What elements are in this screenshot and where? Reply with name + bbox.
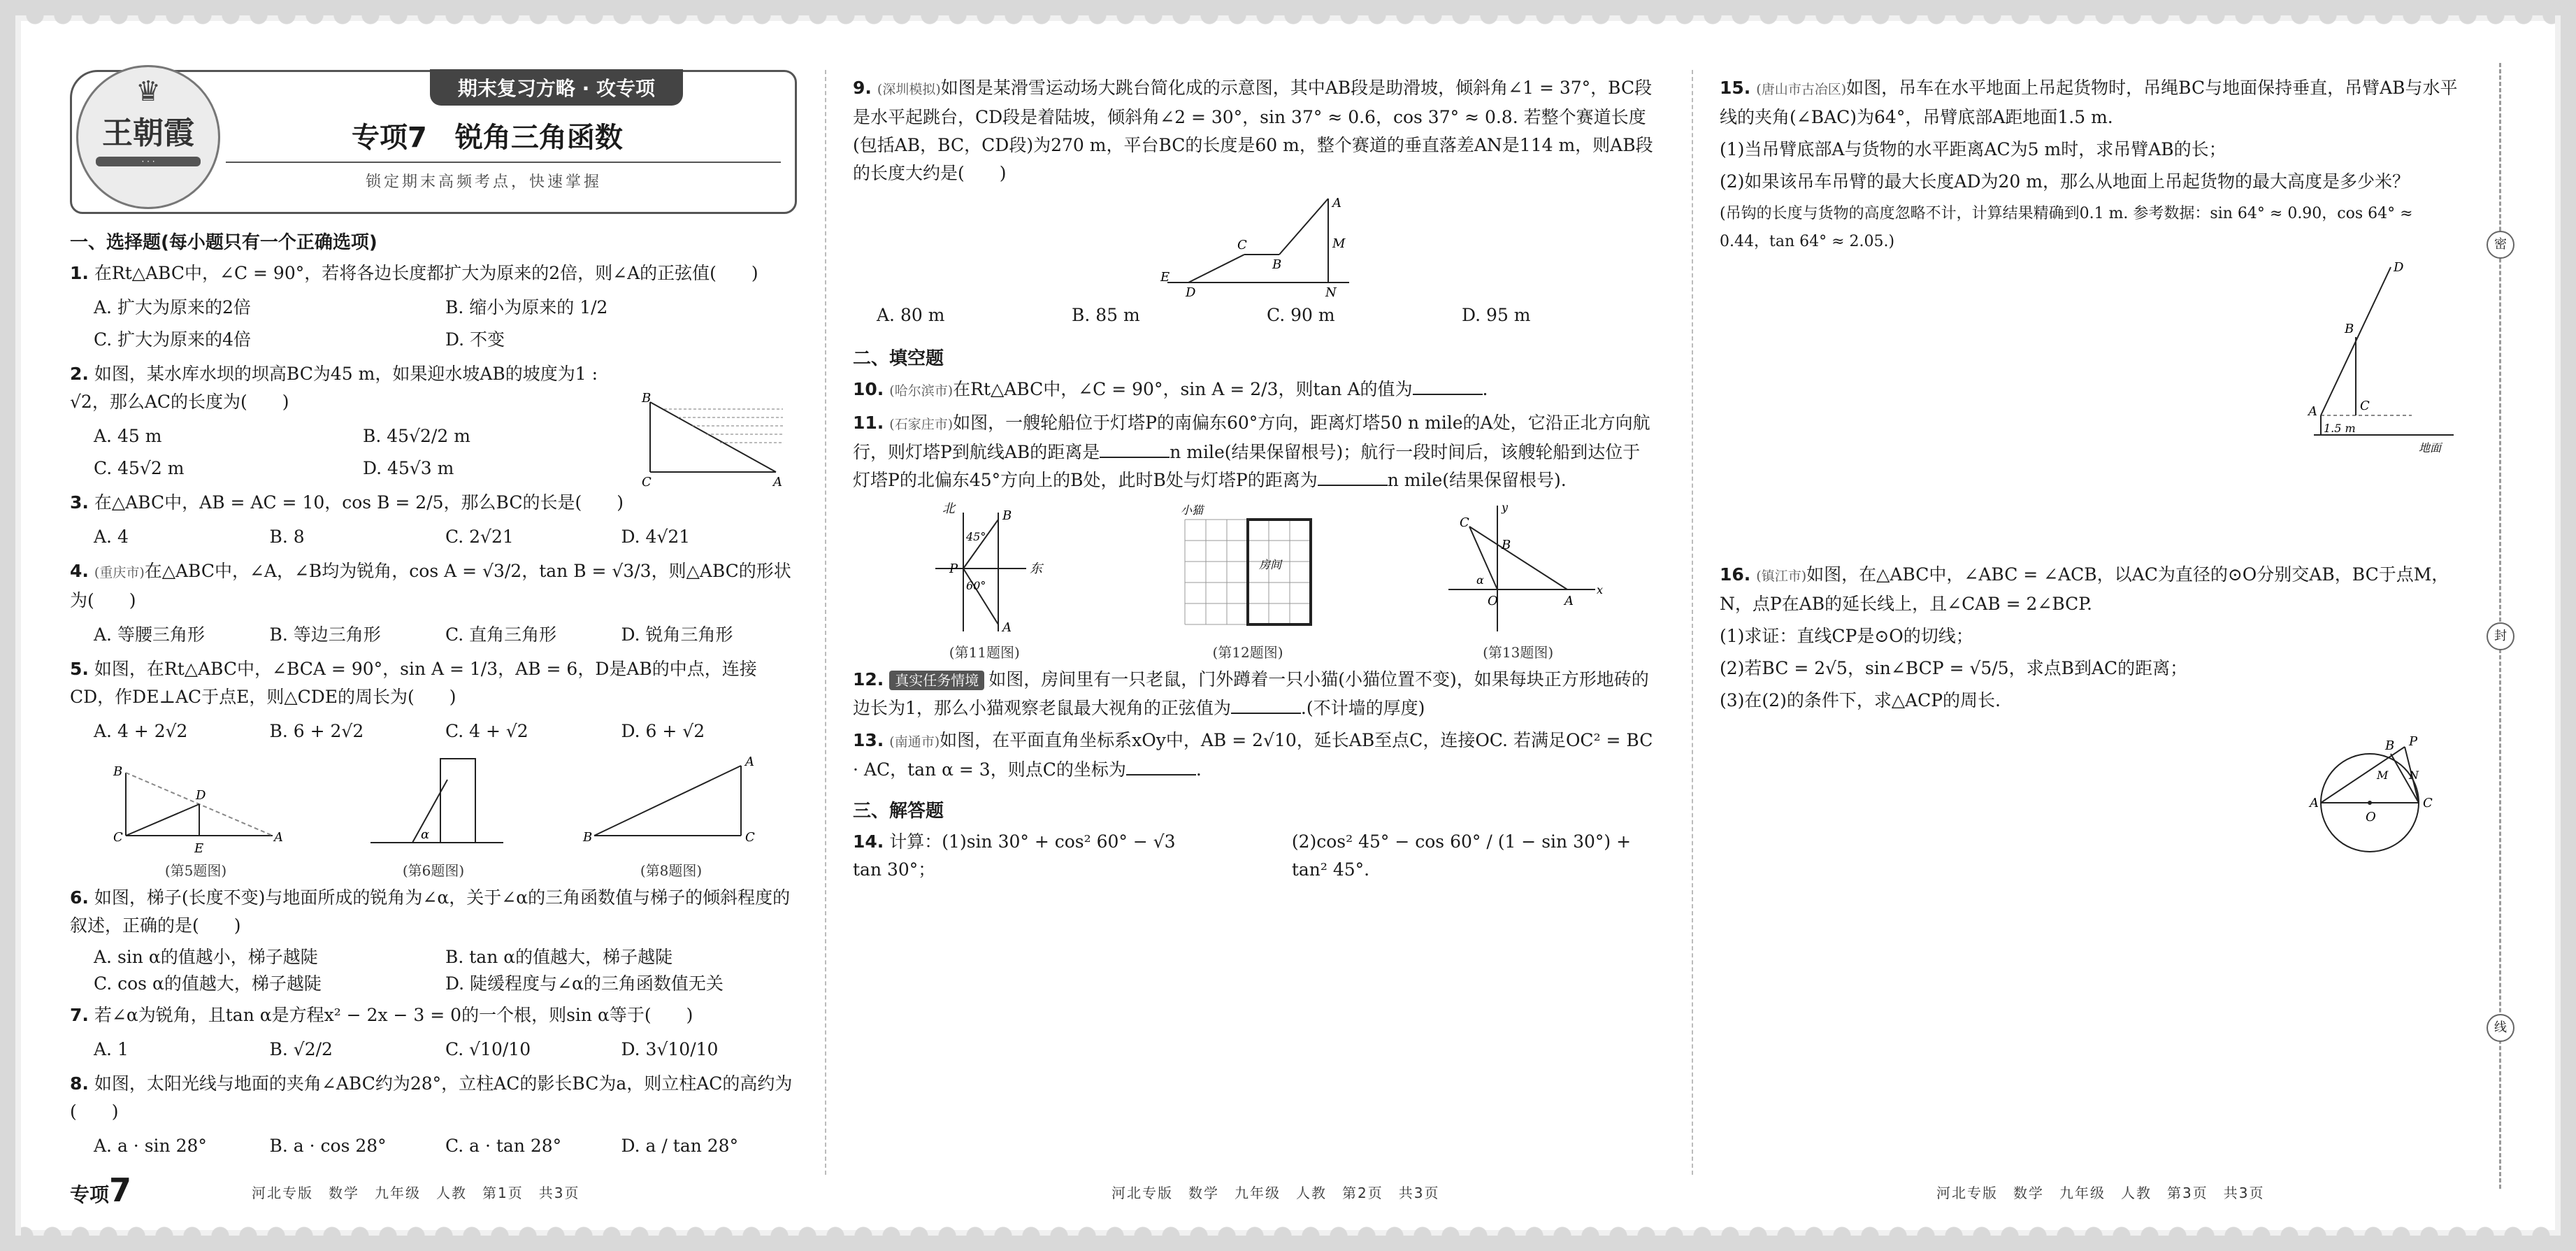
question-5-options xyxy=(70,715,797,748)
q9-option-c[interactable]: C. 90 m xyxy=(1267,305,1335,325)
question-9-options xyxy=(853,299,1657,331)
figures-q5-q6-q8 xyxy=(70,752,797,880)
figure-q12-caption: (第12题图) xyxy=(1212,644,1283,661)
question-16-part-1: (1)求证：直线CP是⊙O的切线； xyxy=(1720,626,1973,646)
svg-text:C: C xyxy=(2423,796,2433,810)
question-8: 8. 如图，太阳光线与地面的夹角∠ABC约为28°，立柱AC的影长BC为a，则立柱AC的高约为( ) xyxy=(70,1073,793,1122)
svg-text:M: M xyxy=(1332,236,1346,251)
rail-mark-1: 密 xyxy=(2487,231,2514,259)
footer-page-1: 河北专版 数学 九年级 人教 第1页 共3页 xyxy=(252,1185,580,1201)
figure-q2-dam xyxy=(636,388,790,493)
figure-q6-caption: (第6题图) xyxy=(402,862,465,879)
svg-text:E: E xyxy=(1160,270,1170,285)
question-7-options xyxy=(70,1034,797,1066)
svg-text:C: C xyxy=(113,830,123,845)
svg-text:B: B xyxy=(113,764,123,779)
section-choice-title: 一、选择题(每小题只有一个正确选项) xyxy=(70,232,377,253)
svg-text:C: C xyxy=(2360,399,2370,413)
q8-option-c[interactable]: C. a · tan 28° xyxy=(445,1136,562,1156)
brand-logo xyxy=(76,65,220,209)
question-4-options xyxy=(70,619,797,651)
svg-text:A: A xyxy=(2308,404,2317,419)
question-1: 1. 在Rt△ABC中，∠C = 90°，若将各边长度都扩大为原来的2倍，则∠A的正弦值( ) xyxy=(70,263,758,283)
q5-option-a[interactable]: A. 4 + 2√2 xyxy=(94,721,188,741)
figure-q16-circle xyxy=(2307,726,2447,859)
crown-icon: ♛ xyxy=(136,76,161,108)
section-fill-title: 二、填空题 xyxy=(853,348,944,369)
logo-name: 王朝霞 xyxy=(102,115,194,151)
figure-q8 xyxy=(580,752,762,880)
svg-text:D: D xyxy=(2394,260,2404,275)
figure-q6-ladder xyxy=(357,752,510,857)
q1-option-b[interactable]: B. 缩小为原来的 1/2 xyxy=(445,297,608,317)
column-2 xyxy=(853,70,1657,1161)
column-divider-1 xyxy=(825,70,826,1175)
svg-text:C: C xyxy=(1459,515,1469,530)
svg-text:A: A xyxy=(274,830,283,845)
svg-text:C: C xyxy=(642,475,652,489)
figure-q13-caption: (第13题图) xyxy=(1483,644,1554,661)
fig15-ground-label: 地面 xyxy=(2419,441,2442,455)
question-2: 2. 如图，某水库水坝的坝高BC为45 m，如果迎水坡AB的坡度为1 : √2，那么AC的长度为( ) xyxy=(70,364,598,412)
question-14: 14. 计算：(1)sin 30° + cos² 60° − √3 tan 30°； (2)cos² 45° − cos 60° / (1 − sin 30°) + tan² 45°. xyxy=(853,831,1632,880)
svg-text:B: B xyxy=(2345,322,2354,336)
footer-label: 专项7 xyxy=(70,1171,132,1209)
rail-mark-3: 线 xyxy=(2487,1014,2514,1042)
q7-option-d[interactable]: D. 3√10/10 xyxy=(621,1039,719,1059)
question-15: 15. (唐山市古冶区)如图，吊车在水平地面上吊起货物时，吊绳BC与地面保持垂直，吊臂AB与水平线的夹角(∠BAC)为64°，吊臂底部A距地面1.5 m. xyxy=(1720,78,2458,127)
figure-q12-room-grid xyxy=(1171,499,1325,638)
q5-option-b[interactable]: B. 6 + 2√2 xyxy=(269,721,364,741)
svg-text:B: B xyxy=(2385,738,2395,753)
svg-text:A: A xyxy=(2310,796,2319,810)
svg-text:O: O xyxy=(1487,594,1498,608)
figure-q11 xyxy=(907,499,1061,662)
svg-text:P: P xyxy=(2409,734,2418,749)
svg-text:α: α xyxy=(421,827,430,842)
fig11-angle-45: 45° xyxy=(966,530,986,543)
q9-option-a[interactable]: A. 80 m xyxy=(877,305,945,325)
column-1 xyxy=(70,70,797,1161)
question-3-options xyxy=(70,521,797,553)
fig11-north-label: 北 xyxy=(942,501,956,516)
svg-text:D: D xyxy=(1186,285,1196,300)
q11-answer-blank-2[interactable] xyxy=(1318,485,1388,486)
q7-option-b[interactable]: B. √2/2 xyxy=(269,1039,333,1059)
svg-text:A: A xyxy=(1332,196,1341,210)
svg-text:M: M xyxy=(2377,769,2389,782)
svg-text:E: E xyxy=(194,841,204,856)
svg-text:B: B xyxy=(583,830,593,845)
rail-mark-2: 封 xyxy=(2487,622,2514,650)
q3-option-c[interactable]: C. 2√21 xyxy=(445,527,514,547)
q8-option-d[interactable]: D. a / tan 28° xyxy=(621,1136,739,1156)
q6-option-d[interactable]: D. 陡缓程度与∠α的三角函数值无关 xyxy=(445,973,724,994)
svg-text:N: N xyxy=(2409,769,2419,782)
svg-text:P: P xyxy=(949,562,958,576)
question-12: 12. 真实任务情境 如图，房间里有一只老鼠，门外蹲着一只小猫(小猫位置不变)，如果每块正方形地砖的边长为1，那么小猫观察老鼠最大视角的正弦值为 .(不计墙的厚度) xyxy=(853,669,1649,718)
figure-q9-ski-jump xyxy=(1160,192,1384,300)
svg-text:C: C xyxy=(1237,238,1247,252)
q6-option-a[interactable]: A. sin α的值越小，梯子越陡 xyxy=(94,947,318,967)
question-1-options xyxy=(70,292,797,356)
q3-option-d[interactable]: D. 4√21 xyxy=(621,527,691,547)
q8-option-a[interactable]: A. a · sin 28° xyxy=(94,1136,207,1156)
q8-option-b[interactable]: B. a · cos 28° xyxy=(269,1136,387,1156)
figure-q11-lighthouse xyxy=(907,499,1061,638)
svg-text:A: A xyxy=(745,755,754,769)
svg-text:A: A xyxy=(1564,594,1574,608)
q9-option-d[interactable]: D. 95 m xyxy=(1462,305,1531,325)
q1-option-c[interactable]: C. 扩大为原来的4倍 xyxy=(94,329,252,350)
q1-option-a[interactable]: A. 扩大为原来的2倍 xyxy=(94,297,251,317)
q6-option-c[interactable]: C. cos α的值越大，梯子越陡 xyxy=(94,973,322,994)
q2-option-b[interactable]: B. 45√2/2 m xyxy=(363,426,470,446)
figure-q13-coordinates xyxy=(1434,499,1602,638)
svg-text:B: B xyxy=(1501,538,1511,552)
fig12-room-label: 房间 xyxy=(1258,558,1281,571)
q2-option-d[interactable]: D. 45√3 m xyxy=(363,458,454,478)
question-6: 6. 如图，梯子(长度不变)与地面所成的锐角为∠α，关于∠α的三角函数值与梯子的倾斜程度的叙述，正确的是( ) xyxy=(70,887,791,936)
q2-option-c[interactable]: C. 45√2 m xyxy=(94,458,185,478)
question-3: 3. 在△ABC中，AB = AC = 10，cos B = 2/5，那么BC的长是( ) xyxy=(70,492,624,513)
figure-q6 xyxy=(357,752,510,880)
footer-page-2: 河北专版 数学 九年级 人教 第2页 共3页 xyxy=(1111,1185,1440,1201)
question-11: 11. (石家庄市)如图，一艘轮船位于灯塔P的南偏东60°方向，距离灯塔50 n mile的A处，它沿正北方向航行，则灯塔P到航线AB的距离是 n mile(结果保留根号)；航行一段时间后，该艘轮船到达位于灯塔P的北偏东45°方向上的B处，此时B处与灯塔P的距离为 n mile(结果保留根号). xyxy=(853,413,1650,490)
svg-text:O: O xyxy=(2366,810,2376,824)
figure-q13 xyxy=(1434,499,1602,662)
q12-answer-blank[interactable] xyxy=(1231,713,1301,714)
q4-option-c[interactable]: C. 直角三角形 xyxy=(445,624,557,645)
fig15-dim-label: 1.5 m xyxy=(2324,422,2356,435)
column-3 xyxy=(1720,70,2461,1161)
svg-text:A: A xyxy=(773,475,782,489)
question-15-part-1: (1)当吊臂底部A与货物的水平距离AC为5 m时，求吊臂AB的长； xyxy=(1720,139,2226,159)
figure-q8-caption: (第8题图) xyxy=(640,862,703,879)
svg-text:B: B xyxy=(1272,257,1282,272)
figure-q8-shadow xyxy=(580,752,762,857)
exam-sheet xyxy=(21,21,2555,1230)
question-7: 7. 若∠α为锐角，且tan α是方程x² − 2x − 3 = 0的一个根，则sin α等于( ) xyxy=(70,1005,693,1025)
svg-text:C: C xyxy=(745,830,755,845)
svg-text:y: y xyxy=(1501,501,1508,514)
svg-text:B: B xyxy=(642,391,652,406)
section-header xyxy=(70,70,797,214)
question-15-part-2: (2)如果该吊车吊臂的最大长度AD为20 m，那么从地面上吊起货物的最大高度是多少米？ xyxy=(1720,171,2410,192)
question-10: 10. (哈尔滨市)在Rt△ABC中，∠C = 90°，sin A = 2/3，则tan A的值为 . xyxy=(853,379,1488,399)
q4-option-a[interactable]: A. 等腰三角形 xyxy=(94,624,205,645)
question-2-block xyxy=(70,360,797,489)
question-8-options xyxy=(70,1130,797,1162)
q10-answer-blank[interactable] xyxy=(1413,394,1483,395)
footer-page-3: 河北专版 数学 九年级 人教 第3页 共3页 xyxy=(1936,1185,2265,1201)
q9-option-b[interactable]: B. 85 m xyxy=(1072,305,1140,325)
column-divider-2 xyxy=(1692,70,1693,1175)
q3-option-a[interactable]: A. 4 xyxy=(94,527,129,547)
q5-option-d[interactable]: D. 6 + √2 xyxy=(621,721,705,741)
q3-option-b[interactable]: B. 8 xyxy=(269,527,305,547)
section-answer-title: 三、解答题 xyxy=(853,801,944,822)
q4-option-b[interactable]: B. 等边三角形 xyxy=(269,624,381,645)
answer-space-q15 xyxy=(1720,459,2461,557)
figure-q12 xyxy=(1171,499,1325,662)
figure-q11-caption: (第11题图) xyxy=(949,644,1020,661)
question-16-part-3: (3)在(2)的条件下，求△ACP的周长. xyxy=(1720,690,2001,710)
q7-option-c[interactable]: C. √10/10 xyxy=(445,1039,531,1059)
q7-option-a[interactable]: A. 1 xyxy=(94,1039,129,1059)
fig11-east-label: 东 xyxy=(1030,562,1043,576)
svg-text:α: α xyxy=(1476,573,1484,587)
figure-q5-caption: (第5题图) xyxy=(164,862,227,879)
q13-answer-blank[interactable] xyxy=(1126,774,1196,775)
logo-band: · · · xyxy=(96,157,201,166)
question-15-note: (吊钩的长度与货物的高度忽略不计，计算结果精确到0.1 m. 参考数据：sin 64° ≈ 0.90，cos 64° ≈ 0.44，tan 64° ≈ 2.05.) xyxy=(1720,205,2413,250)
svg-text:A: A xyxy=(1002,620,1012,635)
svg-text:D: D xyxy=(196,788,206,803)
question-16-part-2: (2)若BC = 2√5，sin∠BCP = √5/5，求点B到AC的距离； xyxy=(1720,658,2188,678)
q6-option-b[interactable]: B. tan α的值越大，梯子越陡 xyxy=(445,947,673,967)
question-9: 9. (深圳模拟)如图是某滑雪运动场大跳台简化成的示意图，其中AB段是助滑坡，倾斜角∠1 = 37°，BC段是水平起跳台，CD段是着陆坡，倾斜角∠2 = 30°，sin 37° ≈ 0.6，cos 37° ≈ 0.8. 若整个赛道长度(包括AB，BC，CD段)为270 m，平台BC的长度是60 m，整个赛道的垂直落差AN是114 m，则AB段的长度大约是( ) xyxy=(853,78,1653,183)
figure-q5-triangle xyxy=(105,766,287,857)
wavy-border-bottom xyxy=(21,1215,2555,1236)
question-13: 13. (南通市)如图，在平面直角坐标系xOy中，AB = 2√10，延长AB至点C，连接OC. 若满足OC² = BC · AC，tan α = 3，则点C的坐标为 . xyxy=(853,730,1653,780)
wavy-border-top xyxy=(21,15,2555,36)
question-2-options xyxy=(70,420,632,485)
header-rule xyxy=(226,162,781,163)
question-6-options xyxy=(70,944,797,997)
figure-q5 xyxy=(105,766,287,880)
question-4: 4. (重庆市)在△ABC中，∠A，∠B均为锐角，cos A = √3/2，tan B = √3/3，则△ABC的形状为( ) xyxy=(70,561,791,610)
question-16: 16. (镇江市)如图，在△ABC中，∠ABC = ∠ACB，以AC为直径的⊙O分别交AB，BC于点M，N，点P在AB的延长线上，且∠CAB = 2∠BCP. xyxy=(1720,564,2449,614)
q11-answer-blank-1[interactable] xyxy=(1100,457,1170,458)
fig11-angle-60: 60° xyxy=(966,579,986,592)
fig12-cat-label: 小猫 xyxy=(1180,503,1203,517)
svg-text:x: x xyxy=(1596,583,1603,596)
figures-q11-q12-q13 xyxy=(853,499,1657,662)
q4-option-d[interactable]: D. 锐角三角形 xyxy=(621,624,733,645)
q12-tag: 真实任务情境 xyxy=(889,671,984,690)
figure-q15-crane xyxy=(2300,260,2461,456)
q1-option-d[interactable]: D. 不变 xyxy=(445,329,505,350)
page-subtitle: 锁定期末高频考点，快速掌握 xyxy=(366,173,603,191)
q5-option-c[interactable]: C. 4 + √2 xyxy=(445,721,528,741)
page-title: 专项7 锐角三角函数 xyxy=(352,122,623,154)
q2-option-a[interactable]: A. 45 m xyxy=(94,426,162,446)
question-5: 5. 如图，在Rt△ABC中，∠BCA = 90°，sin A = 1/3，AB = 6，D是AB的中点，连接CD，作DE⊥AC于点E，则△CDE的周长为( ) xyxy=(70,659,757,707)
header-tab: 期末复习方略 · 攻专项 xyxy=(430,69,683,106)
svg-text:B: B xyxy=(1002,508,1012,523)
svg-text:N: N xyxy=(1325,285,1337,300)
